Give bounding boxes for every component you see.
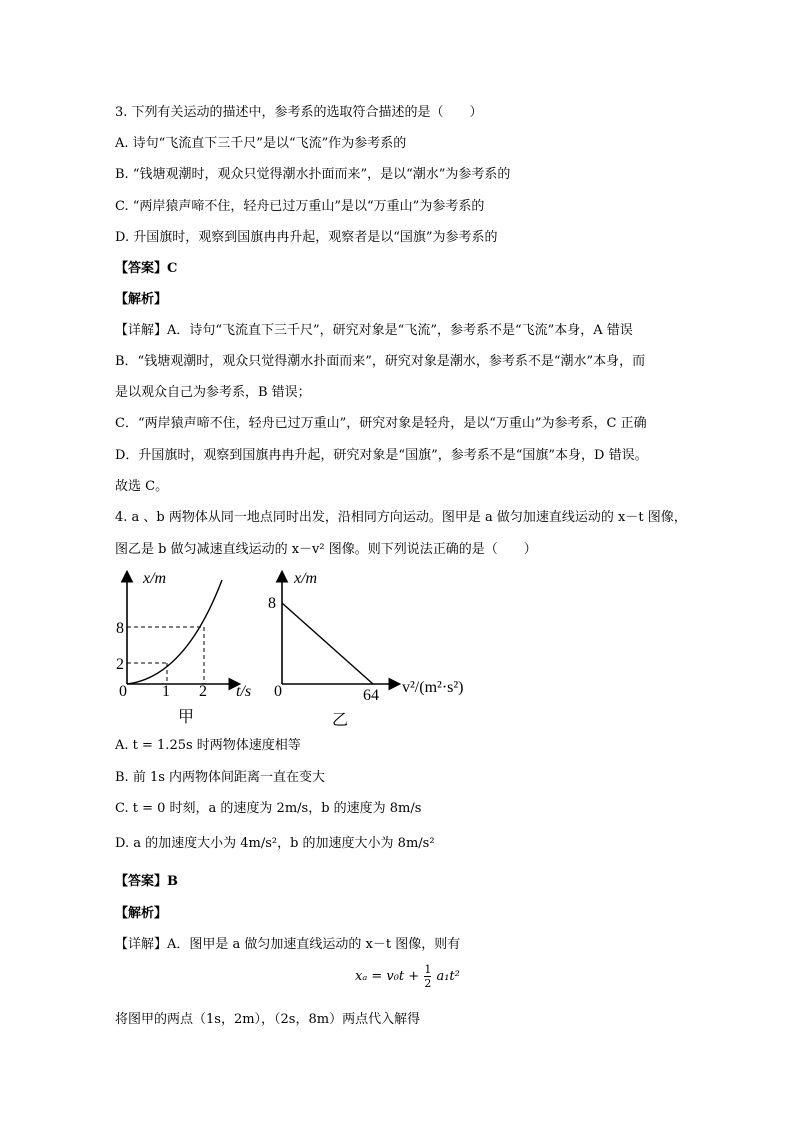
q3-answer: 【答案】C: [115, 261, 178, 276]
left-caption: 甲: [178, 709, 195, 725]
q4-option-d: D. a 的加速度大小为 4m/s²，b 的加速度大小为 8m/s²: [115, 836, 435, 851]
q4-answer: 【答案】B: [115, 874, 178, 889]
figure-left-xt-graph: [110, 565, 260, 725]
q4-stem-line2: 图乙是 b 做匀减速直线运动的 x－v² 图像。则下列说法正确的是（ ）: [115, 542, 537, 557]
q3-detail-3: 是以观众自己为参考系，B 错误；: [115, 385, 311, 400]
formula-denominator: 2: [424, 977, 432, 990]
left-ytick-8: 8: [116, 620, 124, 637]
q3-detail-1: 【详解】A．诗句“飞流直下三千尺”，研究对象是“飞流”，参考系不是“飞流”本身，A 错误: [115, 323, 633, 338]
left-curve: [127, 580, 222, 684]
q4-option-a: A. t = 1.25s 时两物体速度相等: [115, 738, 301, 753]
formula-numerator: 1: [424, 963, 432, 976]
q3-option-d: D. 升国旗时，观察到国旗冉冉升起，观察者是以“国旗”为参考系的: [115, 230, 498, 245]
right-caption: 乙: [332, 712, 349, 729]
formula-rhs: a₁t²: [436, 969, 460, 984]
q4-option-c: C. t = 0 时刻，a 的速度为 2m/s，b 的速度为 8m/s: [115, 801, 422, 816]
right-origin: 0: [274, 683, 282, 700]
left-origin: 0: [119, 683, 127, 700]
right-xtick-64: 64: [363, 687, 379, 704]
figure-right-xv2-graph: [262, 565, 502, 730]
q4-detail-1: 【详解】A．图甲是 a 做匀加速直线运动的 x－t 图像，则有: [115, 937, 461, 952]
q4-formula: [355, 963, 460, 990]
q4-analysis-label: 【解析】: [115, 906, 168, 921]
left-xtick-1: 1: [162, 683, 170, 700]
left-xtick-2: 2: [199, 683, 207, 700]
left-ylabel: x/m: [143, 570, 167, 587]
left-ytick-2: 2: [116, 656, 124, 673]
right-ylabel: x/m: [294, 570, 318, 587]
q3-option-b: B. “钱塘观潮时，观众只觉得潮水扑面而来”，是以“潮水”为参考系的: [115, 167, 511, 182]
q3-detail-5: D．升国旗时，观察到国旗冉冉升起，研究对象是“国旗”，参考系不是“国旗”本身，D 错误。: [115, 448, 648, 463]
q4-detail-2: 将图甲的两点（1s，2m），（2s，8m）两点代入解得: [115, 1012, 421, 1027]
q3-option-c: C. “两岸猿声啼不住，轻舟已过万重山”是以“万重山”为参考系的: [115, 199, 485, 214]
formula-lhs: xₐ = v₀t +: [355, 969, 420, 984]
right-line: [282, 603, 373, 684]
q3-detail-6: 故选 C。: [115, 479, 169, 494]
q4-stem-line1: 4. a 、b 两物体从同一地点同时出发，沿相同方向运动。图甲是 a 做匀加速直线运动的 x－t 图像，: [115, 510, 687, 525]
q3-stem: 3. 下列有关运动的描述中，参考系的选取符合描述的是（ ）: [115, 105, 483, 120]
q3-analysis-label: 【解析】: [115, 292, 168, 307]
right-xlabel: v²/(m²·s²): [402, 679, 464, 696]
left-xlabel: t/s: [236, 683, 252, 700]
q3-detail-2: B．“钱塘观潮时，观众只觉得潮水扑面而来”，研究对象是潮水，参考系不是“潮水”本身，而: [115, 354, 646, 369]
q3-option-a: A. 诗句“飞流直下三千尺”是以“飞流”作为参考系的: [115, 136, 407, 151]
right-ytick-8: 8: [268, 595, 276, 612]
q4-option-b: B. 前 1s 内两物体间距离一直在变大: [115, 770, 326, 785]
formula-fraction: [424, 963, 431, 990]
q3-detail-4: C．“两岸猿声啼不住，轻舟已过万重山”，研究对象是轻舟，是以“万重山”为参考系，C 正确: [115, 416, 647, 431]
